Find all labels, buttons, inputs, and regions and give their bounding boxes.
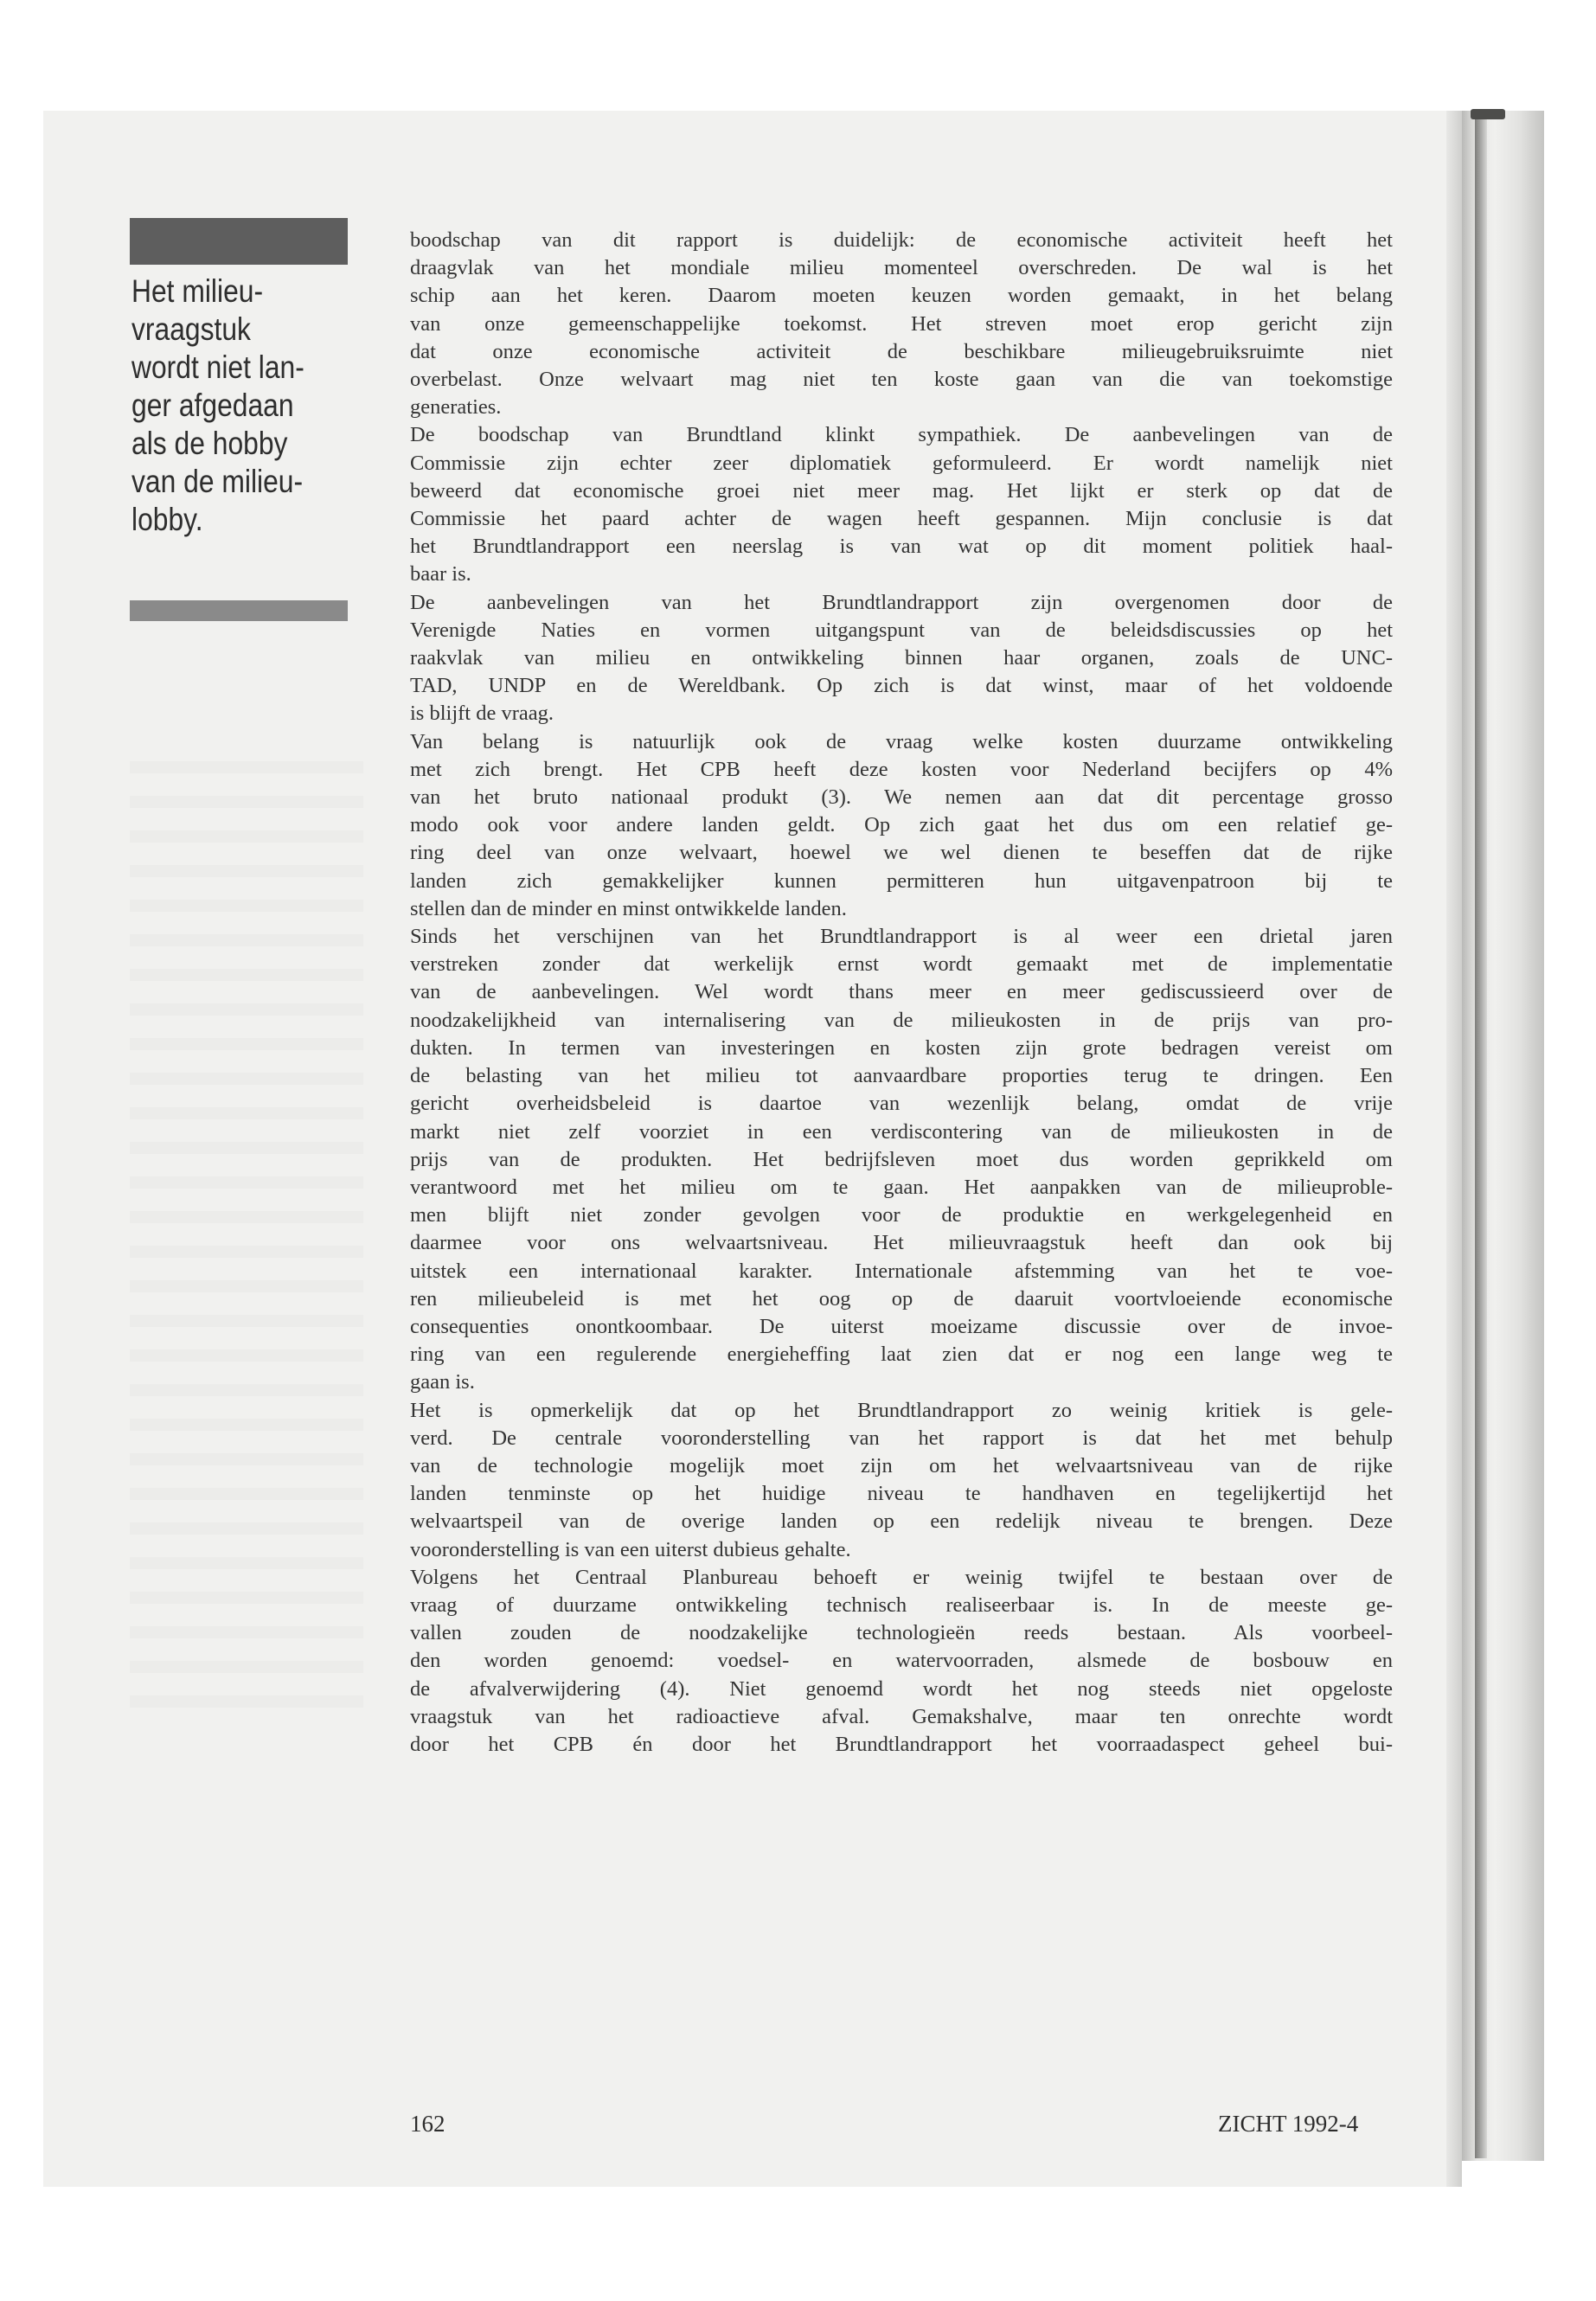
body-line: is blijft de vraag. bbox=[410, 702, 554, 726]
body-line: Sinds het verschijnen van het Brundtlandrapport is al weer een drietal jaren bbox=[410, 925, 1393, 949]
binding-edge bbox=[1475, 117, 1487, 2158]
body-line: consequenties onontkoombaar. De uiterst moeizame discussie over de invoe- bbox=[410, 1314, 1393, 1338]
body-line: van de aanbevelingen. Wel wordt thans meer en meer gediscussieerd over de bbox=[410, 980, 1393, 1004]
body-line: Commissie het paard achter de wagen heeft gespannen. Mijn conclusie is dat bbox=[410, 507, 1393, 531]
body-line: ren milieubeleid is met het oog op de daaruit voortvloeiende economische bbox=[410, 1286, 1393, 1311]
body-line: door het CPB én door het Brundtlandrapport het voorraadaspect geheel bui- bbox=[410, 1732, 1393, 1756]
body-line: de belasting van het milieu tot aanvaardbare proporties terug te dringen. Een bbox=[410, 1064, 1393, 1088]
pullquote-line: wordt niet lan- bbox=[131, 349, 304, 385]
body-line: Het is opmerkelijk dat op het Brundtlandrapport zo weinig kritiek is gele- bbox=[410, 1398, 1393, 1422]
body-line: gaan is. bbox=[410, 1370, 475, 1394]
body-line: De boodschap van Brundtland klinkt sympathiek. De aanbevelingen van de bbox=[410, 423, 1393, 447]
body-line: van onze gemeenschappelijke toekomst. Het streven moet erop gericht zijn bbox=[410, 311, 1393, 336]
pullquote-line: als de hobby bbox=[131, 426, 288, 461]
body-line: uitstek een internationaal karakter. Internationale afstemming van het te voe- bbox=[410, 1259, 1393, 1283]
pullquote-bottom-bar bbox=[130, 600, 348, 621]
body-line: verd. De centrale vooronderstelling van het rapport is dat het met behulp bbox=[410, 1426, 1393, 1450]
body-line: den worden genoemd: voedsel- en watervoorraden, alsmede de bosbouw en bbox=[410, 1649, 1393, 1673]
body-line: men blijft niet zonder gevolgen voor de produktie en werkgelegenheid en bbox=[410, 1203, 1393, 1227]
body-line: landen tenminste op het huidige niveau te handhaven en tegelijkertijd het bbox=[410, 1482, 1393, 1506]
body-line: welvaartspeil van de overige landen op een redelijk niveau te brengen. Deze bbox=[410, 1509, 1393, 1534]
body-line: verstreken zonder dat werkelijk ernst wordt gemaakt met de implementatie bbox=[410, 952, 1393, 977]
body-line: Van belang is natuurlijk ook de vraag welke kosten duurzame ontwikkeling bbox=[410, 729, 1393, 753]
body-line: prijs van de produkten. Het bedrijfsleven moet dus worden geprikkeld om bbox=[410, 1147, 1393, 1171]
pullquote-line: van de milieu- bbox=[131, 464, 304, 499]
body-line: boodschap van dit rapport is duidelijk: de economische activiteit heeft het bbox=[410, 228, 1393, 252]
pullquote-line: vraagstuk bbox=[131, 311, 251, 347]
body-line: beweerd dat economische groei niet meer mag. Het lijkt er sterk op dat de bbox=[410, 478, 1393, 503]
body-line: TAD, UNDP en de Wereldbank. Op zich is dat winst, maar of het voldoende bbox=[410, 674, 1393, 698]
pullquote bbox=[131, 272, 317, 539]
pullquote-top-bar bbox=[130, 218, 348, 265]
body-line: ring deel van onze welvaart, hoewel we wel dienen te beseffen dat de rijke bbox=[410, 841, 1393, 865]
body-line: gericht overheidsbeleid is daartoe van wezenlijk belang, omdat de vrije bbox=[410, 1092, 1393, 1116]
body-line: overbelast. Onze welvaart mag niet ten koste gaan van die van toekomstige bbox=[410, 368, 1393, 392]
body-line: van het bruto nationaal produkt (3). We nemen aan dat dit percentage grosso bbox=[410, 785, 1393, 810]
body-line: draagvlak van het mondiale milieu momenteel overschreden. De wal is het bbox=[410, 256, 1393, 280]
body-line: dat onze economische activiteit de beschikbare milieugebruiksruimte niet bbox=[410, 339, 1393, 363]
body-line: vallen zouden de noodzakelijke technologieën reeds bestaan. Als voorbeel- bbox=[410, 1621, 1393, 1645]
body-line: Commissie zijn echter zeer diplomatiek geformuleerd. Er wordt namelijk niet bbox=[410, 451, 1393, 475]
body-line: verantwoord met het milieu om te gaan. Het aanpakken van de milieuproble- bbox=[410, 1175, 1393, 1199]
body-line: baar is. bbox=[410, 562, 471, 586]
body-line: daarmee voor ons welvaartsniveau. Het milieuvraagstuk heeft dan ook bij bbox=[410, 1231, 1393, 1255]
body-line: vooronderstelling is van een uiterst dubieus gehalte. bbox=[410, 1537, 851, 1561]
body-line: met zich brengt. Het CPB heeft deze kosten voor Nederland becijfers op 4% bbox=[410, 757, 1393, 781]
journal-issue: ZICHT 1992-4 bbox=[1218, 2111, 1359, 2137]
body-line: Volgens het Centraal Planbureau behoeft er weinig twijfel te bestaan over de bbox=[410, 1565, 1393, 1589]
body-line: modo ook voor andere landen geldt. Op zich gaat het dus om een relatief ge- bbox=[410, 813, 1393, 837]
body-line: generaties. bbox=[410, 395, 502, 420]
body-line: landen zich gemakkelijker kunnen permitteren hun uitgavenpatroon bij te bbox=[410, 868, 1393, 893]
page-number: 162 bbox=[410, 2111, 445, 2137]
body-line: De aanbevelingen van het Brundtlandrapport zijn overgenomen door de bbox=[410, 590, 1393, 614]
pullquote-line: ger afgedaan bbox=[131, 388, 294, 423]
binding-clip bbox=[1471, 109, 1505, 119]
body-line: van de technologie mogelijk moet zijn om het welvaartsniveau van de rijke bbox=[410, 1453, 1393, 1477]
pullquote-line: Het milieu- bbox=[131, 273, 264, 309]
body-line: raakvlak van milieu en ontwikkeling binnen haar organen, zoals de UNC- bbox=[410, 646, 1393, 670]
body-line: vraag of duurzame ontwikkeling technisch realiseerbaar is. In de meeste ge- bbox=[410, 1593, 1393, 1617]
body-line: stellen dan de minder en minst ontwikkelde landen. bbox=[410, 896, 847, 920]
body-line: het Brundtlandrapport een neerslag is van wat op dit moment politiek haal- bbox=[410, 535, 1393, 559]
body-line: markt niet zelf voorziet in een verdiscontering van de milieukosten in de bbox=[410, 1119, 1393, 1144]
body-line: schip aan het keren. Daarom moeten keuzen worden gemaakt, in het belang bbox=[410, 284, 1393, 308]
body-line: dukten. In termen van investeringen en kosten zijn grote bedragen vereist om bbox=[410, 1035, 1393, 1060]
body-line: ring van een regulerende energieheffing laat zien dat er nog een lange weg te bbox=[410, 1343, 1393, 1367]
show-through-text bbox=[130, 761, 363, 1713]
pullquote-line: lobby. bbox=[131, 502, 203, 537]
body-line: Verenigde Naties en vormen uitgangspunt van de beleidsdiscussies op het bbox=[410, 618, 1393, 642]
page-edge-shadow bbox=[1446, 111, 1462, 2187]
body-line: de afvalverwijdering (4). Niet genoemd wordt het nog steeds niet opgeloste bbox=[410, 1676, 1393, 1701]
article-body bbox=[410, 227, 1393, 1759]
body-line: vraagstuk van het radioactieve afval. Gemakshalve, maar ten onrechte wordt bbox=[410, 1704, 1393, 1728]
body-line: noodzakelijkheid van internalisering van de milieukosten in de prijs van pro- bbox=[410, 1008, 1393, 1032]
